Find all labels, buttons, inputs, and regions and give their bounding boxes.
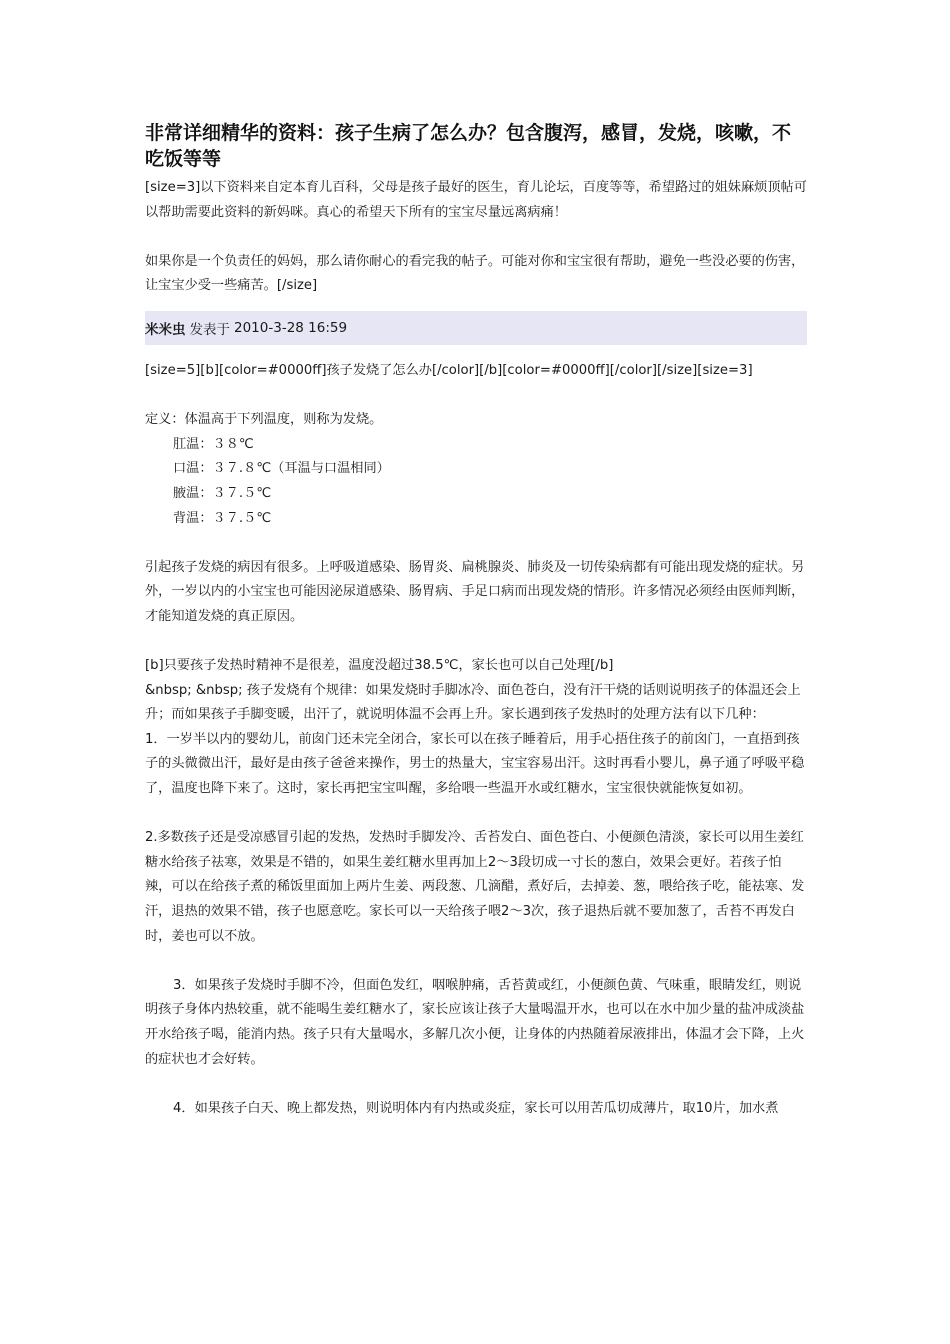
document-page bbox=[145, 120, 807, 1121]
post-author[interactable]: 米米虫 bbox=[145, 321, 186, 338]
intro-paragraph-2: 如果你是一个负责任的妈妈，那么请你耐心的看完我的帖子。可能对你和宝宝很有帮助，避免一些没必要的伤害，让宝宝少受一些痛苦。[/size] bbox=[145, 253, 805, 294]
document-title: 非常详细精华的资料：孩子生病了怎么办？包含腹泻，感冒，发烧，咳嗽，不吃饭等等 bbox=[145, 122, 792, 170]
temp-axillary: 腋温：３７.５℃ bbox=[173, 485, 272, 501]
temp-oral: 口温：３７.８℃（耳温与口温相同） bbox=[173, 461, 390, 477]
post-heading-line: [size=5][b][color=#0000ff]孩子发烧了怎么办[/color][/b][color=#0000ff][/color][/size][size=3] bbox=[145, 362, 753, 378]
temp-back: 背温：３７.５℃ bbox=[173, 510, 272, 526]
post-date: 2010-3-28 16:59 bbox=[234, 319, 348, 336]
method-2: 2.多数孩子还是受凉感冒引起的发热，发热时手脚发冷、舌苔发白、面色苍白、小便颜色清淡，家长可以用生姜红糖水给孩子祛寒，效果是不错的，如果生姜红糖水里再加上2～3段切成一寸长的葱白，效果会更好。若孩子怕辣，可以在给孩子煮的稀饭里面加上两片生姜、两段葱、几滴醋，煮好后，去掉姜、葱，喂给孩子吃，能祛寒、发汗，退热的效果不错，孩子也愿意吃。家长可以一天给孩子喂2～3次，孩子退热后就不要加葱了，舌苔不再发白时，姜也可以不放。 bbox=[145, 830, 805, 944]
fever-causes: 引起孩子发烧的病因有很多。上呼吸道感染、肠胃炎、扁桃腺炎、肺炎及一切传染病都有可能出现发烧的症状。另外，一岁以内的小宝宝也可能因泌尿道感染、肠胃病、手足口病而出现发烧的情形。许多情况必须经由医师判断，才能知道发烧的真正原因。 bbox=[145, 559, 805, 624]
fever-definition: 定义：体温高于下列温度，则称为发烧。 bbox=[145, 412, 383, 428]
post-posted-label: 发表于 bbox=[189, 321, 230, 338]
method-4: 4．如果孩子白天、晚上都发热，则说明体内有内热或炎症，家长可以用苦瓜切成薄片，取10片，加水煮 bbox=[173, 1100, 779, 1116]
fever-rule: &nbsp; &nbsp; 孩子发烧有个规律：如果发烧时手脚冰冷、面色苍白，没有汗干烧的话则说明孩子的体温还会上升；而如果孩子手脚变暖，出汗了，就说明体温不会再上升。家长遇到孩子发热时的处理方法有以下几种： bbox=[145, 682, 801, 723]
temp-rectal: 肛温：３８℃ bbox=[173, 436, 254, 452]
intro-paragraph-1: [size=3]以下资料来自定本育儿百科，父母是孩子最好的医生，育儿论坛，百度等等，希望路过的姐妹麻烦顶帖可以帮助需要此资料的新妈咪。真心的希望天下所有的宝宝尽量远离病痛！ bbox=[145, 180, 807, 220]
bold-note: [b]只要孩子发热时精神不是很差，温度没超过38.5℃，家长也可以自己处理[/b] bbox=[145, 658, 614, 674]
method-3: 3．如果孩子发烧时手脚不冷，但面色发红，咽喉肿痛，舌苔黄或红，小便颜色黄、气味重，眼睛发红，则说明孩子身体内热较重，就不能喝生姜红糖水了，家长应该让孩子大量喝温开水，也可以在水中加少量的盐冲成淡盐开水给孩子喝，能消内热。孩子只有大量喝水，多解几次小便，让身体的内热随着尿液排出，体温才会下降，上火的症状也才会好转。 bbox=[145, 977, 805, 1067]
post-header-bar bbox=[145, 311, 807, 345]
method-1: 1．一岁半以内的婴幼儿，前囱门还未完全闭合，家长可以在孩子睡着后，用手心捂住孩子的前囟门，一直捂到孩子的头微微出汗，最好是由孩子爸爸来操作，男士的热量大，宝宝容易出汗。这时再看小婴儿，鼻子通了呼吸平稳了，温度也降下来了。这时，家长再把宝宝叫醒，多给喂一些温开水或红糖水，宝宝很快就能恢复如初。 bbox=[145, 731, 805, 797]
